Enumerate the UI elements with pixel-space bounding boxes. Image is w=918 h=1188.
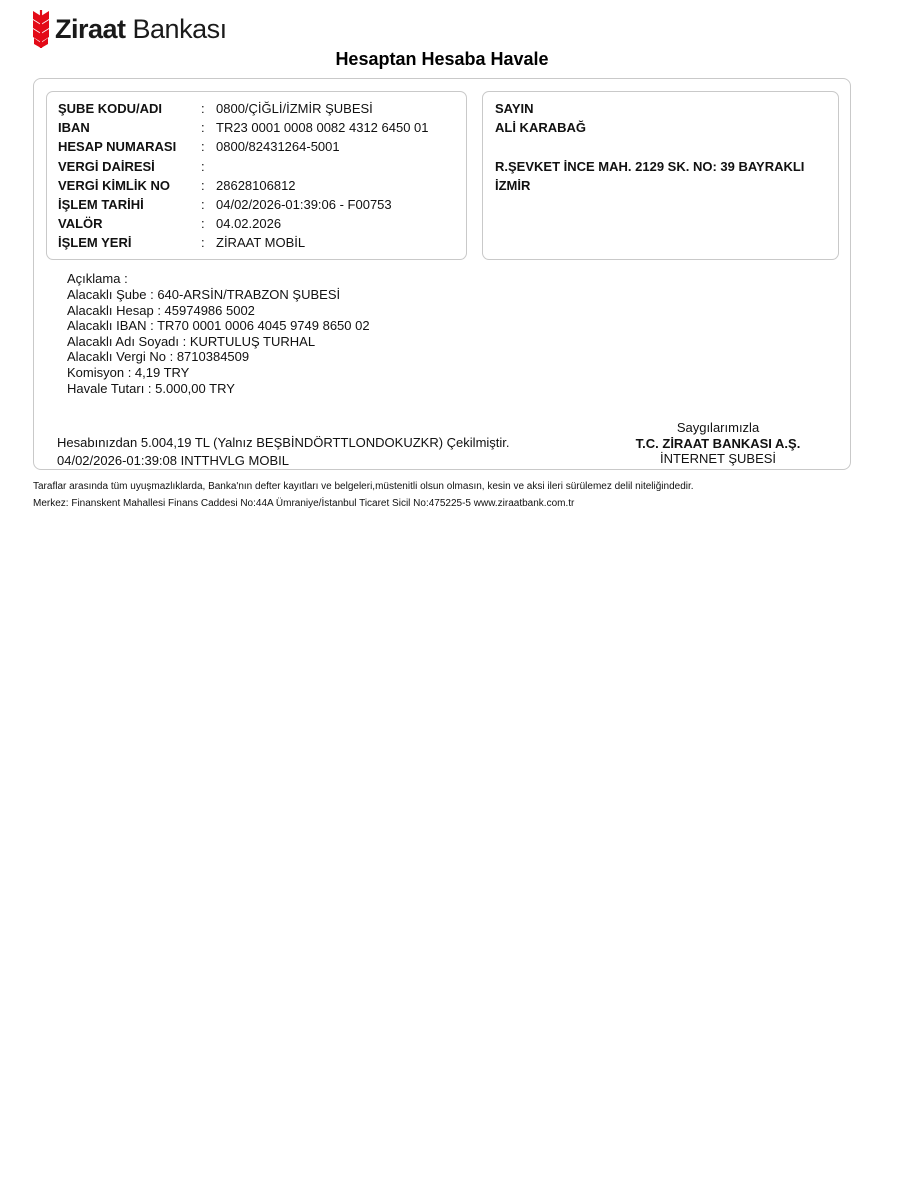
info-value: 04/02/2026-01:39:06 - F00753	[216, 197, 392, 212]
info-value: 0800/82431264-5001	[216, 139, 340, 154]
description-line: Alacaklı Adı Soyadı : KURTULUŞ TURHAL	[67, 334, 316, 349]
legal-disclaimer: Taraflar arasında tüm uyuşmazlıklarda, Banka'nın defter kayıtları ve belgeleri,müstenitli olsun olmasın, kesin ve aksi ileri sürülemez delil niteliğindedir.	[33, 481, 694, 492]
info-label: IBAN	[58, 120, 90, 135]
headquarters-info: Merkez: Finanskent Mahallesi Finans Caddesi No:44A Ümraniye/İstanbul Ticaret Sicil No:475225-5 www.ziraatbank.com.tr	[33, 498, 575, 509]
withdrawal-statement: Hesabınızdan 5.004,19 TL (Yalnız BEŞBİNDÖRTTLONDOKUZKR) Çekilmiştir.	[57, 435, 510, 450]
document-title: Hesaptan Hesaba Havale	[335, 49, 549, 69]
description-heading: Açıklama :	[67, 271, 128, 286]
info-label: İŞLEM TARİHİ	[58, 197, 144, 212]
description-line: Alacaklı Vergi No : 8710384509	[67, 349, 250, 364]
info-colon: :	[201, 178, 205, 193]
recipient-name: ALİ KARABAĞ	[495, 120, 586, 135]
info-colon: :	[201, 101, 205, 116]
description-line: Alacaklı Şube : 640-ARSİN/TRABZON ŞUBESİ	[67, 287, 341, 302]
info-colon: :	[201, 235, 205, 250]
info-label: İŞLEM YERİ	[58, 235, 132, 250]
info-value: TR23 0001 0008 0082 4312 6450 01	[216, 120, 429, 135]
brand-name	[55, 14, 227, 45]
bank-legal-name: T.C. ZİRAAT BANKASI A.Ş.	[635, 436, 801, 451]
info-label: VERGİ DAİRESİ	[58, 159, 155, 174]
wheat-ear-icon	[31, 10, 51, 48]
info-value: 04.02.2026	[216, 216, 282, 231]
regards-text: Saygılarımızla	[676, 420, 760, 435]
recipient-address-line1: R.ŞEVKET İNCE MAH. 2129 SK. NO: 39 BAYRAKLI	[495, 159, 805, 174]
info-label: VERGİ KİMLİK NO	[58, 178, 170, 193]
brand-name-light: Bankası	[125, 13, 227, 44]
info-value: 0800/ÇİĞLİ/İZMİR ŞUBESİ	[216, 101, 373, 116]
info-label: HESAP NUMARASI	[58, 139, 177, 154]
description-line: Komisyon : 4,19 TRY	[67, 365, 190, 380]
description-line: Alacaklı IBAN : TR70 0001 0006 4045 9749 8650 02	[67, 318, 370, 333]
recipient-address-box	[482, 91, 839, 260]
brand-name-bold: Ziraat	[55, 13, 126, 44]
branch-name: İNTERNET ŞUBESİ	[659, 451, 777, 466]
info-colon: :	[201, 197, 205, 212]
transaction-timestamp: 04/02/2026-01:39:08 INTTHVLG MOBIL	[57, 453, 289, 468]
recipient-salutation: SAYIN	[495, 101, 534, 116]
description-line: Alacaklı Hesap : 45974986 5002	[67, 303, 255, 318]
info-colon: :	[201, 216, 205, 231]
info-value: ZİRAAT MOBİL	[216, 235, 306, 250]
info-colon: :	[201, 120, 205, 135]
bank-logo	[31, 10, 227, 48]
description-line: Havale Tutarı : 5.000,00 TRY	[67, 381, 235, 396]
info-label: ŞUBE KODU/ADI	[58, 101, 163, 116]
info-label: VALÖR	[58, 216, 103, 231]
info-value: 28628106812	[216, 178, 296, 193]
info-colon: :	[201, 159, 205, 174]
info-colon: :	[201, 139, 205, 154]
recipient-address-line2: İZMİR	[495, 178, 531, 193]
